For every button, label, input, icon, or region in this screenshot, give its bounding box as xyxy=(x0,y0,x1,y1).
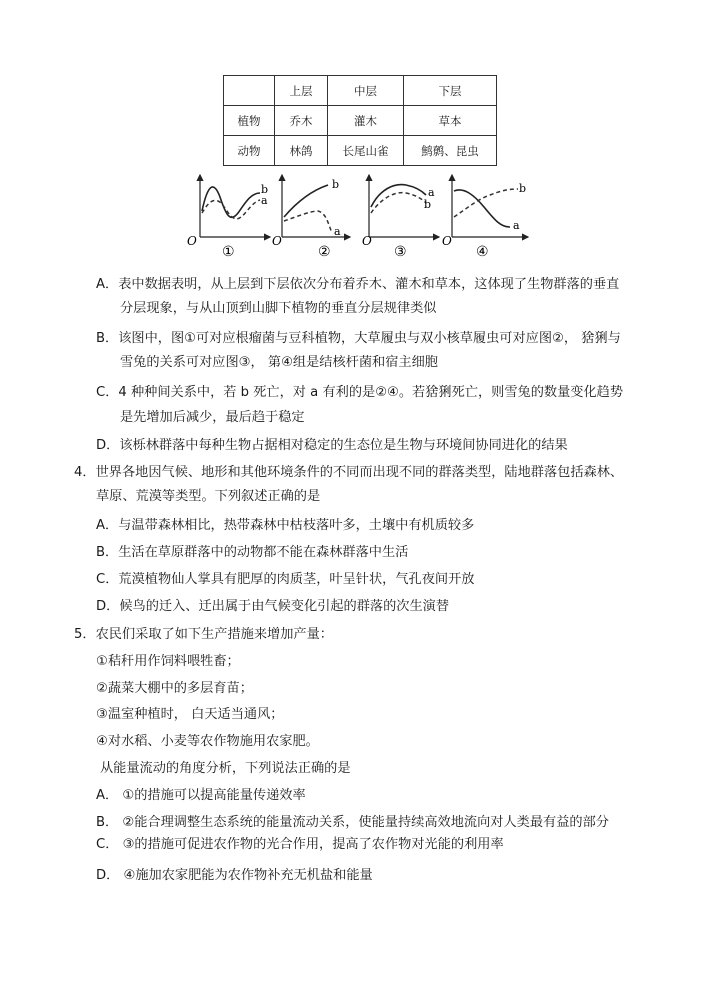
graph-4-label-b: b xyxy=(519,182,527,195)
q4-option-c: C．荒漠植物仙人掌具有肥厚的肉质茎，叶呈针状，气孔夜间开放 xyxy=(96,572,475,587)
q4-option-a: A．与温带森林相比，热带森林中枯枝落叶多，土壤中有机质较多 xyxy=(96,518,475,533)
q3-option-b-line2: 雪兔的关系可对应图③， 第④组是结核杆菌和宿主细胞 xyxy=(120,355,438,370)
q4-option-b: B．生活在草原群落中的动物都不能在森林群落中生活 xyxy=(96,545,409,560)
interaction-graphs xyxy=(184,173,536,263)
q4-option-d: D．候鸟的迁入、迁出属于由气候变化引起的群落的次生演替 xyxy=(96,599,450,614)
table-row xyxy=(224,106,497,136)
table-cell: 长尾山雀 xyxy=(328,136,404,166)
graph-2-numeral: ② xyxy=(318,244,331,260)
q3-option-b-line1: B．该图中，图①可对应根瘤菌与豆科植物，大草履虫与双小核草履虫可对应图②， 猞猁与 xyxy=(96,331,621,346)
graph-3-label-a: a xyxy=(428,186,435,199)
table-cell: 鹪鹩、昆虫 xyxy=(404,136,497,166)
table-cell: 中层 xyxy=(328,76,404,106)
graph-1-label-a: a xyxy=(261,194,268,207)
graph-3-numeral: ③ xyxy=(394,244,407,260)
graph-2-label-a: a xyxy=(334,225,341,238)
graph-1-numeral: ① xyxy=(222,244,235,260)
q5-stem: 5．农民们采取了如下生产措施来增加产量： xyxy=(74,627,333,642)
q3-option-a-line1: A．表中数据表明，从上层到下层依次分布着乔木、灌木和草本，这体现了生物群落的垂直 xyxy=(96,277,620,292)
q5-measure-4: ④对水稻、小麦等农作物施用农家肥。 xyxy=(96,734,319,749)
graph-3-origin: O xyxy=(362,234,372,248)
table-cell: 乔木 xyxy=(275,106,328,136)
q5-measure-2: ②蔬菜大棚中的多层育苗； xyxy=(96,681,253,696)
q5-measure-3: ③温室种植时， 白天适当通风； xyxy=(96,707,284,722)
q5-option-d: D． ④施加农家肥能为农作物补充无机盐和能量 xyxy=(96,868,373,883)
table-cell: 上层 xyxy=(275,76,328,106)
graph-2 xyxy=(272,175,350,260)
table-header-row xyxy=(224,76,497,106)
graph-1-label-b: b xyxy=(261,183,269,196)
graph-4 xyxy=(442,175,528,260)
table-cell: 下层 xyxy=(404,76,497,106)
table-cell: 草本 xyxy=(404,106,497,136)
q5-measure-1: ①秸秆用作饲料喂牲畜； xyxy=(96,654,240,669)
graph-3-label-b: b xyxy=(424,198,432,211)
table-cell xyxy=(224,76,275,106)
graph-4-numeral: ④ xyxy=(476,244,489,260)
table-cell: 灌木 xyxy=(328,106,404,136)
graph-1 xyxy=(187,175,270,260)
graph-4-label-a: a xyxy=(513,219,520,232)
layer-table xyxy=(223,75,497,166)
table-cell: 林鸽 xyxy=(275,136,328,166)
table-row xyxy=(224,136,497,166)
q3-option-a-line2: 分层现象，与从山顶到山脚下植物的垂直分层规律类似 xyxy=(120,301,437,316)
q5-option-c: C． ③的措施可促进农作物的光合作用，提高了农作物对光能的利用率 xyxy=(96,837,504,852)
q5-question: 从能量流动的角度分析，下列说法正确的是 xyxy=(100,761,351,776)
q4-stem-line1: 4．世界各地因气候、地形和其他环境条件的不同而出现不同的群落类型，陆地群落包括森林、 xyxy=(74,465,624,480)
table-cell: 植物 xyxy=(224,106,275,136)
q3-option-d: D．该栎林群落中每种生物占据相对稳定的生态位是生物与环境间协同进化的结果 xyxy=(96,438,568,453)
q4-stem-line2: 草原、荒漠等类型。下列叙述正确的是 xyxy=(96,489,321,504)
graph-2-label-b: b xyxy=(332,178,340,191)
q5-option-a: A． ①的措施可以提高能量传递效率 xyxy=(96,788,306,803)
graph-2-origin: O xyxy=(272,234,282,248)
q5-option-b: B． ②能合理调整生态系统的能量流动关系，使能量持续高效地流向对人类最有益的部分 xyxy=(96,815,609,830)
graph-3 xyxy=(362,175,439,260)
q3-option-c-line2: 是先增加后减少，最后趋于稳定 xyxy=(120,410,305,425)
graph-4-origin: O xyxy=(442,234,452,248)
q3-option-c-line1: C．4 种种间关系中，若 b 死亡，对 a 有利的是②④。若猞猁死亡，则雪兔的数量变化趋势 xyxy=(96,385,624,400)
table-cell: 动物 xyxy=(224,136,275,166)
graph-1-origin: O xyxy=(187,234,197,248)
